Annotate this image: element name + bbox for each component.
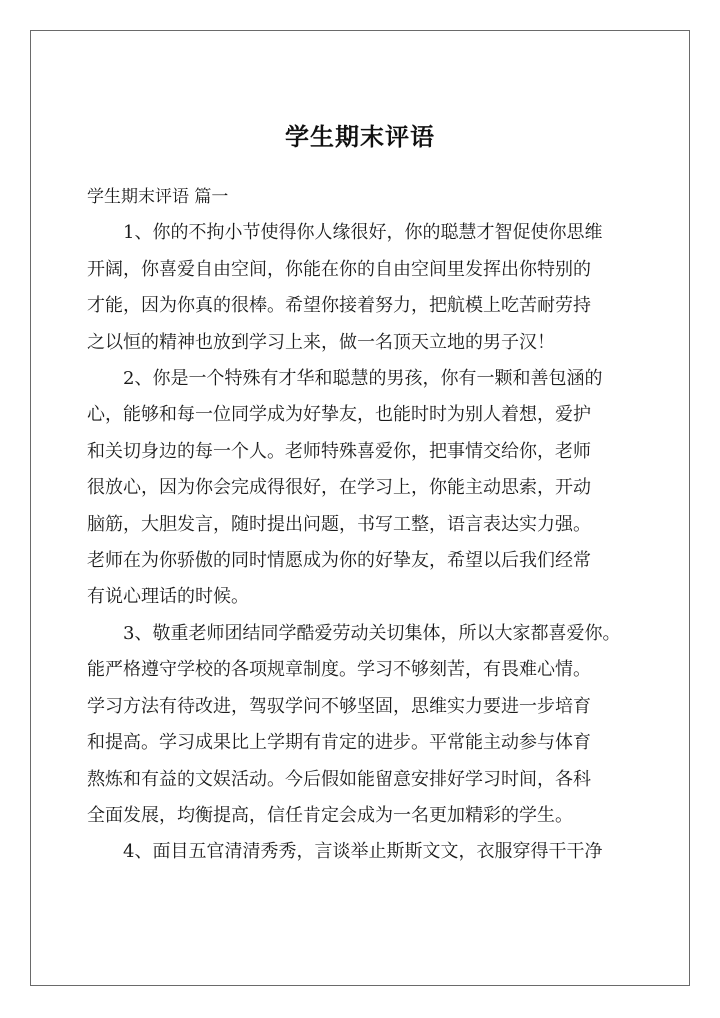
paragraph: [87, 616, 639, 834]
paragraph-line: 脑筋，大胆发言，随时提出问题，书写工整，语言表达实力强。: [87, 513, 591, 535]
paragraph-line: 很放心，因为你会完成得很好，在学习上，你能主动思索，开动: [87, 477, 591, 499]
paragraph-line: 熬炼和有益的文娱活动。今后假如能留意安排好学习时间，各科: [87, 768, 591, 790]
paragraph-line: 和提高。学习成果比上学期有肯定的进步。平常能主动参与体育: [87, 732, 591, 754]
document-title: 学生期末评语: [285, 122, 435, 151]
document-page: [30, 30, 690, 986]
paragraph-line: 1、你的不拘小节使得你人缘很好，你的聪慧才智促使你思维: [123, 222, 603, 244]
paragraph-line: 之以恒的精神也放到学习上来，做一名顶天立地的男子汉！: [87, 331, 555, 353]
paragraph-line: 能严格遵守学校的各项规章制度。学习不够刻苦，有畏难心情。: [87, 659, 591, 681]
paragraph-line: 和关切身边的每一个人。老师特殊喜爱你，把事情交给你，老师: [87, 440, 591, 462]
paragraph-line: 4、面目五官清清秀秀，言谈举止斯斯文文，衣服穿得干干净: [123, 841, 603, 863]
paragraph-line: 有说心理话的时候。: [87, 586, 249, 608]
paragraph: [87, 361, 639, 616]
paragraph: [87, 834, 639, 870]
paragraph-list: [87, 215, 639, 870]
paragraph-line: 开阔，你喜爱自由空间，你能在你的自由空间里发挥出你特别的: [87, 258, 591, 280]
paragraph-line: 全面发展，均衡提高，信任肯定会成为一名更加精彩的学生。: [87, 804, 573, 826]
paragraph-line: 学习方法有待改进，驾驭学问不够坚固，思维实力要进一步培育: [87, 695, 591, 717]
paragraph-line: 老师在为你骄傲的同时情愿成为你的好挚友，希望以后我们经常: [87, 550, 591, 572]
paragraph-line: 2、你是一个特殊有才华和聪慧的男孩，你有一颗和善包涵的: [123, 368, 603, 390]
paragraph-line: 心，能够和每一位同学成为好挚友，也能时时为别人着想，爱护: [87, 404, 591, 426]
document-subtitle: 学生期末评语 篇一: [87, 187, 229, 207]
document-body: [87, 179, 639, 871]
paragraph-line: 3、敬重老师团结同学酷爱劳动关切集体，所以大家都喜爱你。: [123, 622, 621, 644]
paragraph: [87, 215, 639, 361]
paragraph-line: 才能，因为你真的很棒。希望你接着努力，把航模上吃苦耐劳持: [87, 295, 591, 317]
